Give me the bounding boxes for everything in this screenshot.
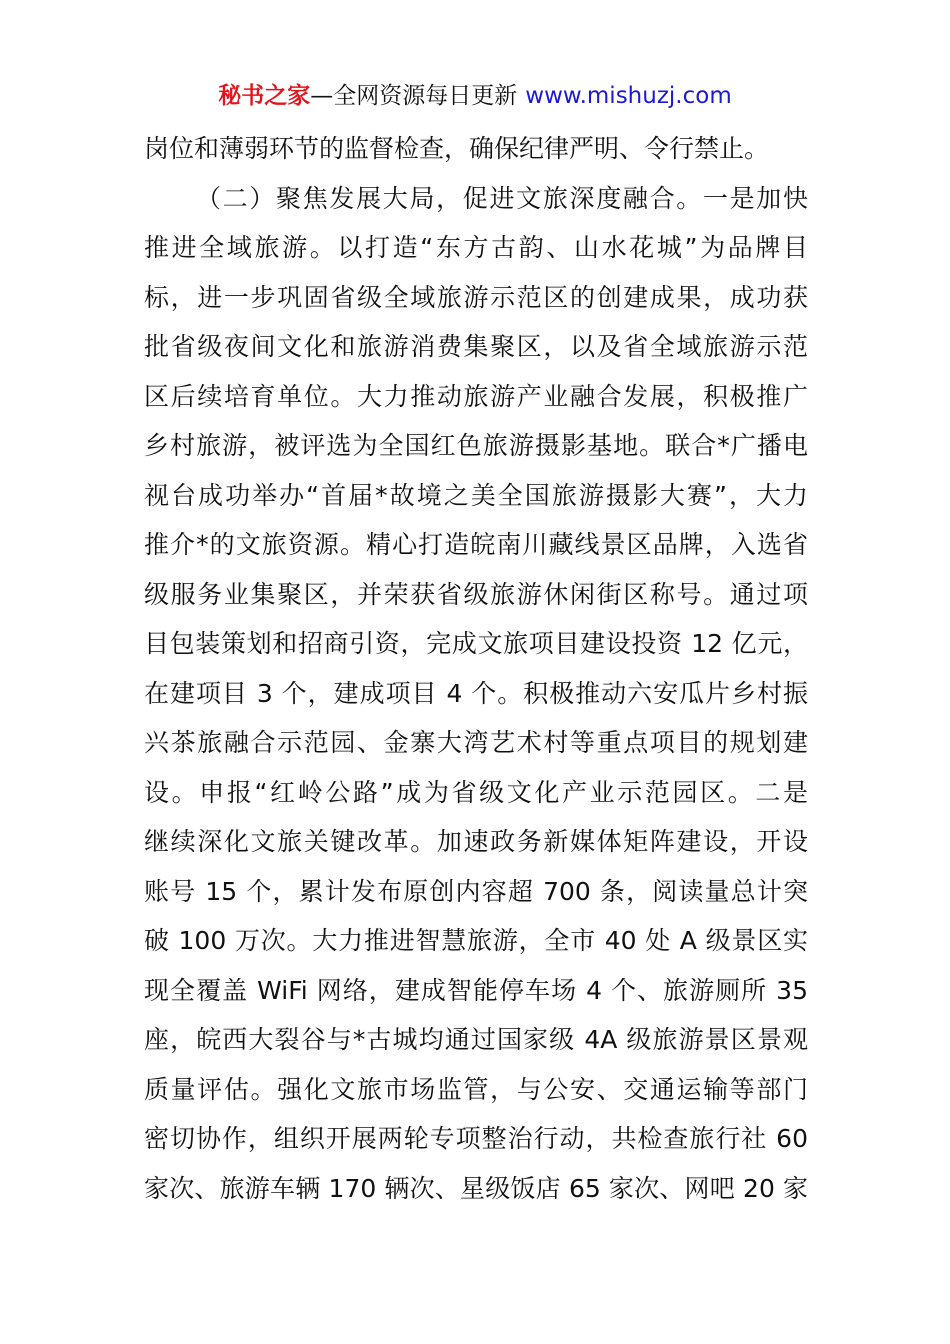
paragraph-line: 现全覆盖 WiFi 网络，建成智能停车场 4 个、旅游厕所 35 [144, 975, 808, 1005]
paragraph-line: 目包装策划和招商引资，完成文旅项目建设投资 12 亿元， [144, 629, 808, 658]
paragraph-line: 批省级夜间文化和旅游消费集聚区，以及省全域旅游示范 [144, 332, 808, 361]
brand-name: 秘书之家 [218, 83, 311, 109]
paragraph-line: 账号 15 个，累计发布原创内容超 700 条，阅读量总计突 [144, 876, 808, 906]
paragraph-line: 座，皖西大裂谷与*古城均通过国家级 4A 级旅游景区景观 [144, 1025, 808, 1054]
paragraph-line: 标，进一步巩固省级全域旅游示范区的创建成果，成功获 [144, 282, 808, 312]
paragraph-line: 破 100 万次。大力推进智慧旅游，全市 40 处 A 级景区实 [144, 926, 808, 955]
paragraph-line: 在建项目 3 个，建成项目 4 个。积极推动六安瓜片乡村振 [144, 678, 808, 708]
site-url: www.mishuzj.com [525, 83, 732, 109]
paragraph-line: （二）聚焦发展大局，促进文旅深度融合。一是加快 [196, 183, 808, 213]
header-slogan: —全网资源每日更新 [310, 83, 518, 109]
paragraph-line: 家次、旅游车辆 170 辆次、星级饭店 65 家次、网吧 20 家 [144, 1173, 808, 1203]
paragraph-line: 视台成功举办“首届*故境之美全国旅游摄影大赛”，大力 [144, 480, 808, 510]
document-body [144, 124, 808, 1213]
paragraph-line: 设。申报“红岭公路”成为省级文化产业示范园区。二是 [144, 777, 808, 807]
page-header [0, 80, 950, 112]
paragraph-line: 推介*的文旅资源。精心打造皖南川藏线景区品牌，入选省 [144, 530, 808, 559]
paragraph-line: 岗位和薄弱环节的监督检查，确保纪律严明、令行禁止。 [144, 134, 770, 163]
paragraph-line: 继续深化文旅关键改革。加速政务新媒体矩阵建设，开设 [144, 827, 808, 856]
paragraph-line: 级服务业集聚区，并荣获省级旅游休闲街区称号。通过项 [144, 579, 808, 609]
paragraph-line: 推进全域旅游。以打造“东方古韵、山水花城”为品牌目 [144, 233, 808, 262]
paragraph-line: 兴茶旅融合示范园、金寨大湾艺术村等重点项目的规划建 [144, 728, 808, 757]
paragraph-line: 乡村旅游，被评选为全国红色旅游摄影基地。联合*广播电 [144, 431, 808, 460]
paragraph-line: 区后续培育单位。大力推动旅游产业融合发展，积极推广 [144, 381, 808, 411]
paragraph-line: 密切协作，组织开展两轮专项整治行动，共检查旅行社 60 [144, 1124, 808, 1153]
paragraph-line: 质量评估。强化文旅市场监管，与公安、交通运输等部门 [144, 1074, 808, 1104]
